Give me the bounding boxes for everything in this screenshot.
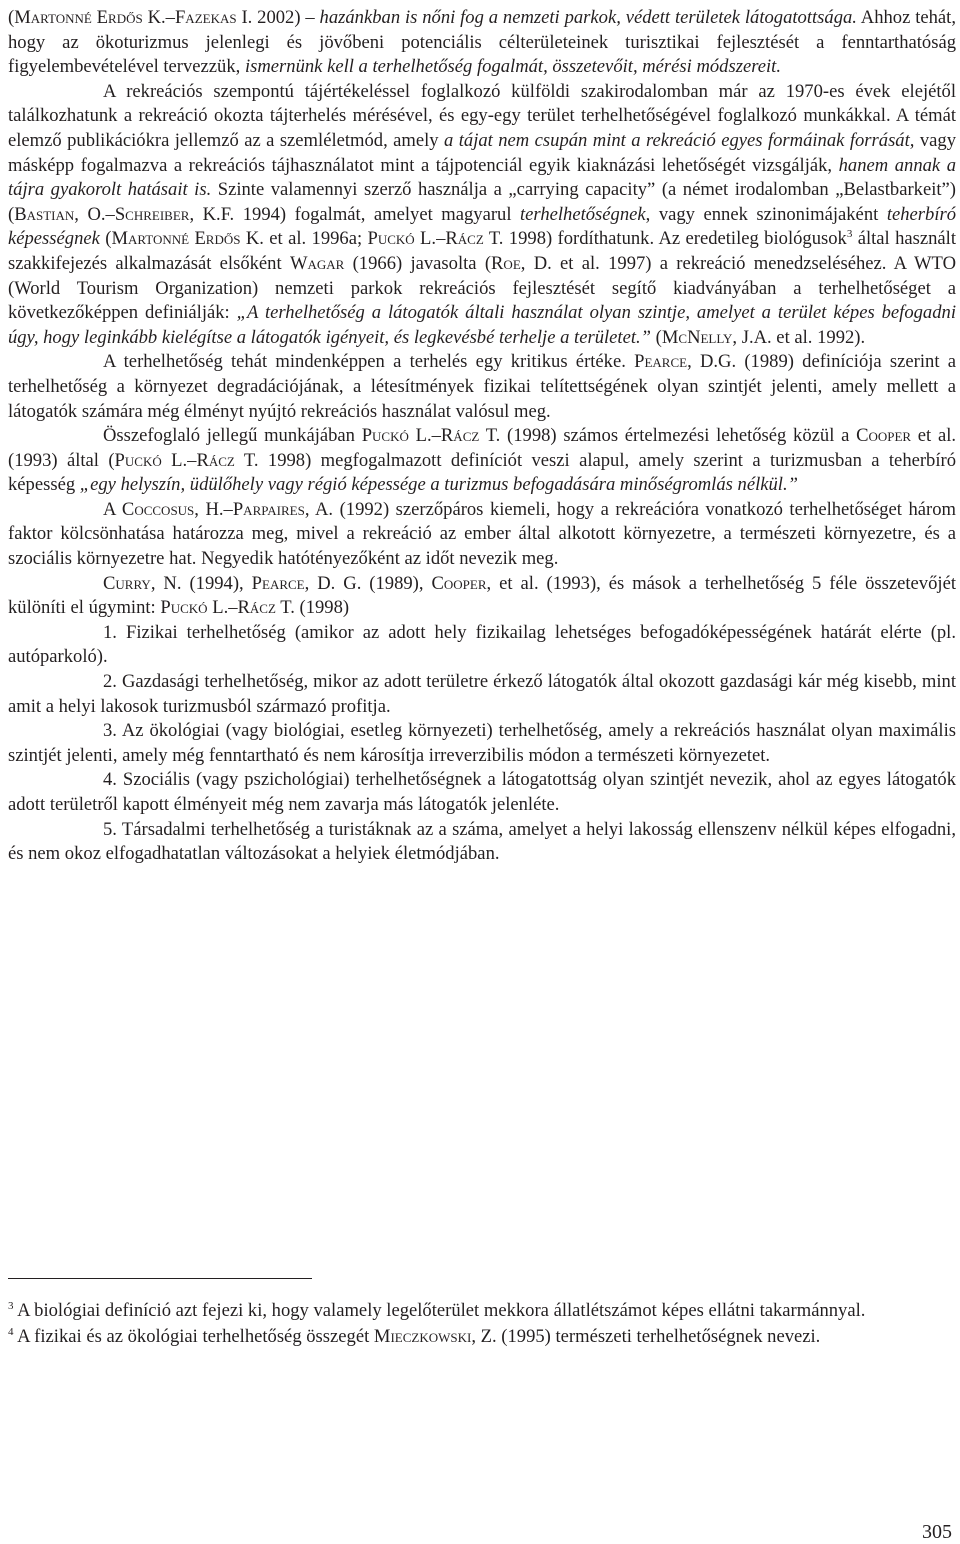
text-run: , D. et al. 1997) a rekreáció menedzseléséhez. A WTO (World Tourism Organization) nemzeti parkok rekreációs fejlesztését segítő kiadványában a terhelhetőséget a következőképpen definiálják:: [8, 252, 956, 324]
text-run: L.–: [207, 597, 238, 619]
footnote-text: A fizikai és az ökológiai terhelhetőség összegét: [13, 1326, 374, 1347]
text-run: (: [651, 326, 662, 348]
author-name: McNelly: [661, 326, 733, 348]
text-run: K. et al. 1996a;: [240, 228, 368, 250]
text-run: Ahhoz tehát, hogy az ökoturizmus jelenlegi és jövőbeni potenciális célterületeinek turisztikai fejlesztését a fenntarthatóság figyelembevételével tervezzük,: [8, 7, 956, 78]
author-name: Bastian: [14, 203, 75, 225]
footnote-text: , Z. (1995) természeti terhelhetőségnek nevezi.: [471, 1326, 821, 1347]
author-name: Roe: [491, 252, 521, 274]
author-name: Rácz: [237, 597, 276, 619]
text-run: L.–: [161, 449, 197, 471]
text-run: T. (1998): [275, 597, 350, 619]
paragraph-three-factors: [8, 498, 956, 572]
italic-quote: „A terhelhetőség a látogatók általi használat olyan szintje, amelyet a terület képes befogadni úgy, hogy leginkább kielégítse a látogatók igényeit, és legkevésbé terhelje a területet.”: [8, 302, 956, 348]
text-run: et al. (1993) által (: [8, 425, 957, 471]
author-name: Schreiber: [114, 203, 190, 225]
author-name: Puckó: [361, 425, 409, 447]
text-run: (1966) javasolta (: [344, 252, 492, 274]
text-run: T. 1998) fordíthatunk. Az eredetileg biológusok: [483, 228, 847, 250]
text-run: , vagy ennek szinonimájaként: [645, 203, 887, 225]
paragraph-five-components: [8, 572, 956, 621]
paragraph-critical-value: [8, 350, 956, 424]
paragraph-intro: [8, 6, 956, 80]
footnote-marker: 3: [846, 228, 853, 241]
italic-phrase: hazánkban is nőni fog a nemzeti parkok, védett területek látogatottsága.: [319, 7, 857, 28]
footnote-4: [8, 1324, 956, 1350]
italic-phrase: terhelhetőségnek: [520, 203, 646, 225]
text-run: L.–: [408, 425, 441, 447]
footnote-number: 3: [8, 1299, 14, 1312]
text-run: , K.F. 1994) fogalmát, amelyet magyarul: [189, 203, 521, 225]
footnote-divider: [8, 1278, 312, 1279]
italic-phrase: a tájat nem csupán mint a rekreáció egyes formáinak forrását,: [444, 129, 915, 151]
author-name: Cooper: [856, 425, 912, 447]
footnote-3: [8, 1298, 956, 1324]
list-item-economic: 2. Gazdasági terhelhetőség, mikor az adott területre érkező látogatók által okozott gazdasági kár még kisebb, mint amit a helyi lakosok turizmusból származó profitja.: [8, 671, 956, 717]
text-run: A terhelhetőség tehát mindenképpen a terhelés egy kritikus értéke.: [103, 351, 635, 373]
text-run: , N. (1994),: [150, 572, 252, 594]
text-run: által használt szakkifejezés alkalmazását elsőként: [8, 228, 956, 274]
author-name: Curry: [103, 572, 151, 594]
paragraph-summary-work: [8, 424, 956, 498]
author-name: Rácz: [196, 449, 235, 471]
list-item-societal: 5. Társadalmi terhelhetőség a turistáknak az a száma, amelyet a helyi lakosság ellenszenv nélkül képes elfogadni, és nem okoz elfogadhatatlan változásokat a helyiek életmódjában.: [8, 818, 956, 865]
italic-phrase: ismernünk kell a terhelhetőség fogalmát, összetevőit, mérési módszereit.: [244, 56, 781, 78]
text-run: Összefoglaló jellegű munkájában: [103, 425, 362, 447]
text-run: , O.–: [74, 203, 115, 225]
author-name: Martonné Erdős: [111, 228, 241, 250]
author-name: Rácz: [445, 228, 484, 250]
text-run: vagy másképp fogalmazva a rekreációs tájhasználatot mint a tájpotenciál egyik kiaknázási lehetőségét vizsgálják,: [8, 129, 956, 176]
paragraph-carrying-capacity: [8, 80, 956, 351]
text-run: L.–: [414, 228, 446, 250]
author-name: Parpaires: [232, 498, 305, 520]
text-run: K.–: [142, 7, 175, 28]
footnote-number: 4: [8, 1325, 14, 1338]
footnotes: [8, 1298, 956, 1350]
body-text: [8, 6, 956, 867]
text-run: (: [8, 7, 15, 28]
text-run: (: [99, 228, 112, 250]
text-run: I. 2002) –: [236, 7, 320, 28]
author-name: Pearce: [251, 572, 305, 594]
text-run: , A. (1992) szerzőpáros kiemeli, hogy a rekreációra vonatkozó terhelhetőséget három faktor kölcsönhatása határozza meg, mivel a rekreáció az ember által alkotott környezetre, a természeti környezetre, és a szociális környezetre hat. Negyedik hatótényezőként az időt nevezik meg.: [8, 498, 956, 570]
text-run: A rekreációs szempontú tájértékeléssel foglalkozó külföldi szakirodalomban már az 1970-es évek elejétől találkozhatunk a rekreáció okozta tájterhelés mérésével, és egy-egy terület terhelhetőségével foglalkozó munkákkal. A témát elemző publikációkra jellemző az a szemléletmód, amely: [8, 80, 956, 151]
text-run: T. (1998) számos értelmezési lehetőség közül a: [479, 425, 857, 447]
list-item-social: 4. Szociális (vagy pszichológiai) terhelhetőségnek a látogatottság olyan szintjét nevezik, ahol az egyes látogatók adott területről kapott élményeit még nem zavarja más látogatók jelenléte.: [8, 769, 956, 815]
author-name: Puckó: [367, 228, 415, 250]
text-run: , et al. (1993), és mások a terhelhetőség 5 féle összetevőjét különíti el úgymint:: [8, 572, 956, 619]
author-name: Puckó: [114, 449, 162, 471]
text-run: , J.A. et al. 1992).: [732, 326, 866, 348]
list-item-ecological: 3. Az ökológiai (vagy biológiai, esetleg környezeti) terhelhetőség, amely a rekreációs használat olyan maximális szintjét jelenti, amely még fenntartható és nem károsítja irreverzibilis módon a természeti környezetet.: [8, 720, 956, 766]
author-name: Coccosus: [121, 498, 195, 520]
italic-quote: „egy helyszín, üdülőhely vagy régió képessége a turizmus befogadására minőségromlás nélkül.”: [79, 474, 798, 496]
text-run: Szinte valamennyi szerző használja a „carrying capacity” (a német irodalomban „Belastbarkeit”) (: [8, 179, 956, 225]
footnote-text: A biológiai definíció azt fejezi ki, hogy valamely legelőterület mekkora állatlétszámot képes ellátni takarmánnyal.: [13, 1300, 866, 1321]
page-number: 305: [922, 1521, 952, 1543]
author-name: Cooper: [431, 572, 487, 594]
text-run: , H.–: [194, 498, 233, 520]
author-name: Puckó: [160, 597, 208, 619]
author-name: Rácz: [440, 425, 480, 447]
author-name: Pearce: [634, 351, 688, 373]
italic-phrase: hanem annak a tájra gyakorolt hatásait is.: [8, 154, 957, 201]
text-run: , D. G. (1989),: [304, 572, 432, 594]
italic-phrase: teherbíró képességnek: [8, 203, 957, 250]
author-name: Wagar: [289, 252, 345, 274]
text-run: A: [103, 498, 122, 520]
text-run: T. 1998) megfogalmazott definíciót veszi alapul, amely szerint a turizmusban a teherbíró képesség: [8, 449, 957, 496]
author-name: Fazekas: [174, 7, 237, 28]
author-name: Martonné Erdős: [14, 7, 143, 28]
author-name: Mieczkowski: [373, 1326, 472, 1347]
text-run: , D.G. (1989) definíciója szerint a terhelhetőség a környezet degradációjának, a létesítmények fizikai telítettségének olyan szintjét jelenti, amely mellett a látogatók számára még élményt nyújtó rekreációs használat valósul meg.: [8, 351, 956, 422]
list-item-physical: 1. Fizikai terhelhetőség (amikor az adott hely fizikailag lehetséges befogadóképességének határát elérte (pl. autóparkoló).: [8, 621, 956, 668]
